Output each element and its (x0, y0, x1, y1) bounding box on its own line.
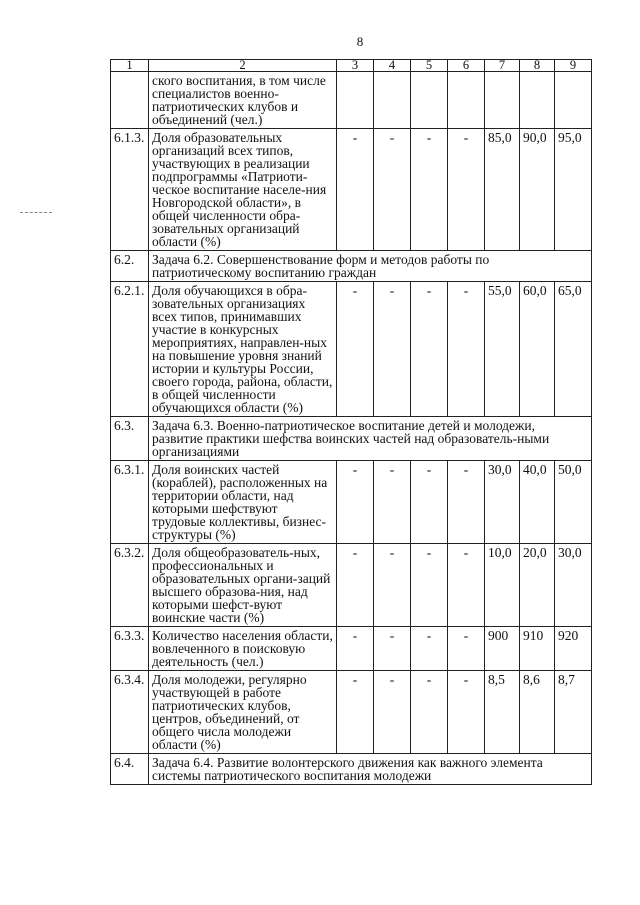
row-number-cell: 6.1.3. (111, 129, 149, 251)
row-number-cell: 6.3.4. (111, 671, 149, 754)
value-cell (448, 72, 485, 129)
value-cell: - (337, 129, 374, 251)
value-cell: 40,0 (520, 461, 555, 544)
header-cell: 3 (337, 60, 374, 72)
value-cell: - (411, 627, 448, 671)
indicator-row (111, 129, 592, 251)
value-cell: - (337, 627, 374, 671)
value-cell: - (448, 544, 485, 627)
indicator-text-cell: Доля воинских частей (кораблей), расположенных на территории области, над которыми шефствуют трудовые коллективы, бизнес-структуры (%) (149, 461, 337, 544)
page-number: 8 (356, 34, 364, 49)
value-cell: 60,0 (520, 282, 555, 417)
table-body (111, 60, 592, 785)
value-cell: - (374, 461, 411, 544)
indicators-table (110, 59, 592, 785)
value-cell: 95,0 (555, 129, 592, 251)
value-cell: 55,0 (485, 282, 520, 417)
value-cell: - (448, 461, 485, 544)
header-cell: 5 (411, 60, 448, 72)
indicator-row (111, 461, 592, 544)
indicator-row (111, 282, 592, 417)
header-cell: 2 (149, 60, 337, 72)
row-number-cell: 6.3.1. (111, 461, 149, 544)
indicator-text-cell: Доля обучающихся в обра-зовательных организациях всех типов, принимавших участие в конкурсных мероприятиях, направлен-ных на повышение уровня знаний истории и культуры России, своего города, района, области, в общей численности обучающихся области (%) (149, 282, 337, 417)
header-cell: 7 (485, 60, 520, 72)
value-cell (337, 72, 374, 129)
task-text-cell: Задача 6.2. Совершенствование форм и методов работы по патриотическому воспитанию граждан (149, 251, 592, 282)
indicator-text-cell: Количество населения области, вовлеченного в поисковую деятельность (чел.) (149, 627, 337, 671)
row-number-cell: 6.3.2. (111, 544, 149, 627)
value-cell: - (411, 671, 448, 754)
value-cell: 8,5 (485, 671, 520, 754)
value-cell: - (411, 544, 448, 627)
row-number-cell: 6.3. (111, 417, 149, 461)
value-cell: 85,0 (485, 129, 520, 251)
margin-mark (20, 212, 52, 213)
value-cell: 30,0 (485, 461, 520, 544)
value-cell: 920 (555, 627, 592, 671)
header-cell: 9 (555, 60, 592, 72)
header-cell: 4 (374, 60, 411, 72)
header-cell: 6 (448, 60, 485, 72)
indicator-text-cell: Доля молодежи, регулярно участвующей в работе патриотических клубов, центров, объединений, от общего числа молодежи области (%) (149, 671, 337, 754)
value-cell: - (374, 129, 411, 251)
value-cell (555, 72, 592, 129)
value-cell: - (411, 129, 448, 251)
value-cell: - (374, 544, 411, 627)
row-number-cell: 6.4. (111, 754, 149, 785)
value-cell: - (374, 671, 411, 754)
indicator-text-cell: Доля образовательных организаций всех типов, участвующих в реализации подпрограммы «Патриоти-ческое воспитание населе-ния Новгородской области», в общей численности обра-зовательных организаций области (%) (149, 129, 337, 251)
value-cell: 8,6 (520, 671, 555, 754)
row-number-cell: 6.3.3. (111, 627, 149, 671)
indicator-text-cell: Доля общеобразователь-ных, профессиональных и образовательных органи-заций высшего образова-ния, над которыми шефст-вуют воинские части (%) (149, 544, 337, 627)
value-cell (411, 72, 448, 129)
value-cell: - (411, 461, 448, 544)
indicator-row (111, 72, 592, 129)
value-cell: 900 (485, 627, 520, 671)
value-cell: - (374, 282, 411, 417)
value-cell: 8,7 (555, 671, 592, 754)
value-cell (485, 72, 520, 129)
row-number-cell: 6.2. (111, 251, 149, 282)
value-cell: 910 (520, 627, 555, 671)
value-cell: 20,0 (520, 544, 555, 627)
task-row (111, 754, 592, 785)
value-cell: 30,0 (555, 544, 592, 627)
task-text-cell: Задача 6.4. Развитие волонтерского движения как важного элемента системы патриотического воспитания молодежи (149, 754, 592, 785)
value-cell: - (337, 671, 374, 754)
value-cell: 50,0 (555, 461, 592, 544)
value-cell: 10,0 (485, 544, 520, 627)
value-cell: 65,0 (555, 282, 592, 417)
value-cell: - (411, 282, 448, 417)
header-cell: 8 (520, 60, 555, 72)
indicator-row (111, 544, 592, 627)
value-cell: - (448, 671, 485, 754)
indicator-row (111, 671, 592, 754)
indicator-text-cell: ского воспитания, в том числе специалистов военно-патриотических клубов и объединений (чел.) (149, 72, 337, 129)
header-cell: 1 (111, 60, 149, 72)
value-cell (520, 72, 555, 129)
value-cell: - (448, 282, 485, 417)
task-text-cell: Задача 6.3. Военно-патриотическое воспитание детей и молодежи, развитие практики шефства воинских частей над образователь-ными организациями (149, 417, 592, 461)
value-cell: - (448, 627, 485, 671)
value-cell: - (337, 544, 374, 627)
task-row (111, 251, 592, 282)
value-cell: - (337, 282, 374, 417)
row-number-cell: 6.2.1. (111, 282, 149, 417)
indicator-row (111, 627, 592, 671)
value-cell: - (337, 461, 374, 544)
value-cell: - (448, 129, 485, 251)
task-row (111, 417, 592, 461)
value-cell: 90,0 (520, 129, 555, 251)
value-cell (374, 72, 411, 129)
header-row (111, 60, 592, 72)
row-number-cell (111, 72, 149, 129)
value-cell: - (374, 627, 411, 671)
